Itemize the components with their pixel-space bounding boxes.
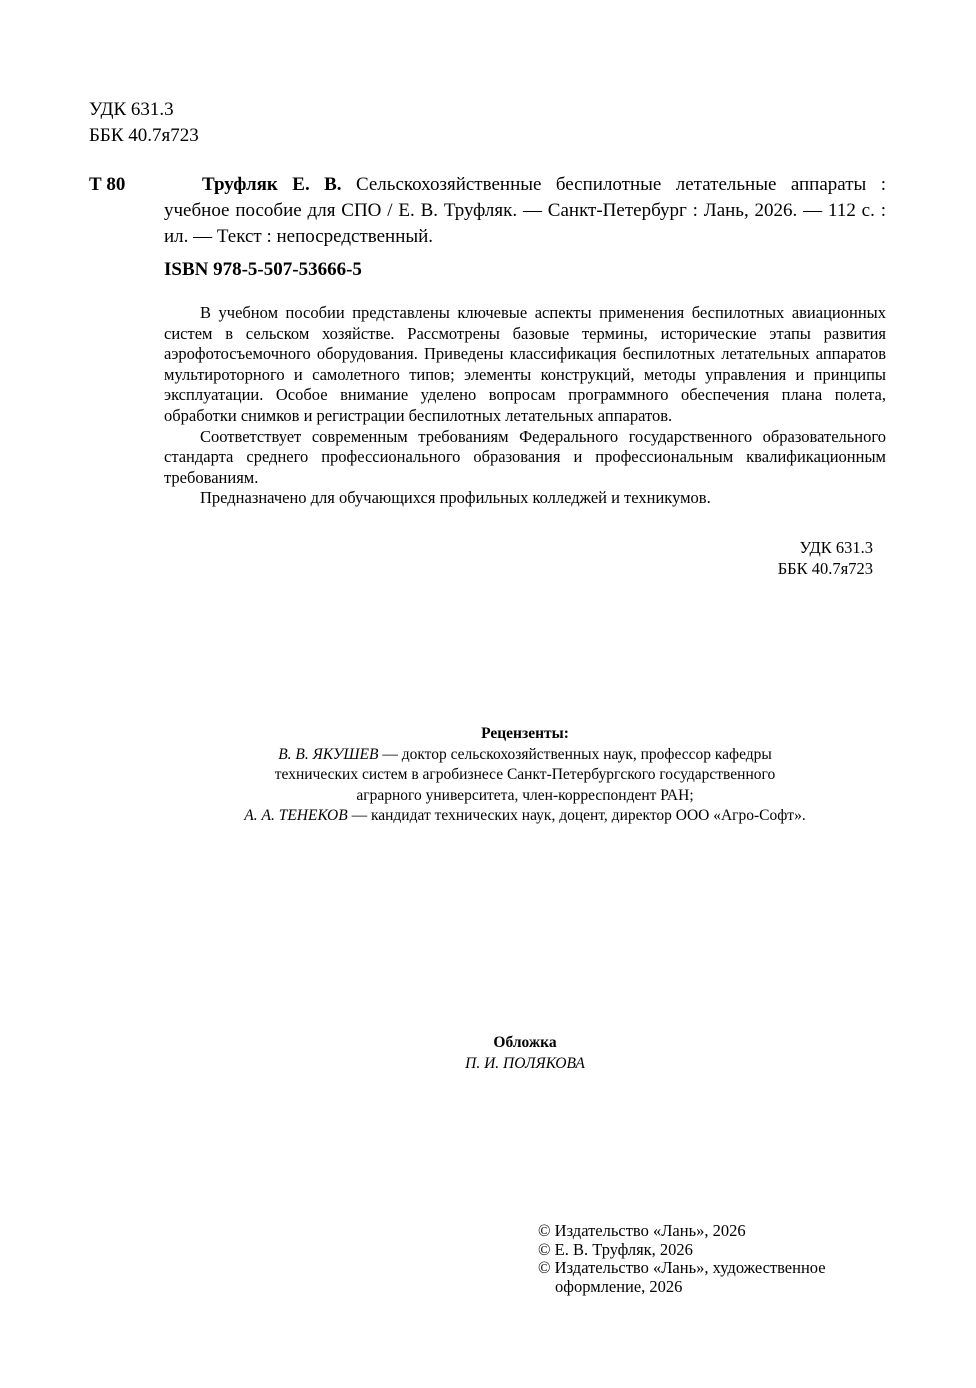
reviewer-2-desc: — кандидат технических наук, доцент, директор ООО «Агро-Софт». (347, 807, 806, 824)
annotation-paragraph: Предназначено для обучающихся профильных колледжей и техникумов. (200, 488, 711, 508)
cover-block (325, 1033, 725, 1074)
reviewer-1-desc-line3: аграрного университета, член-корреспондент РАН; (356, 786, 694, 804)
reviewers-heading: Рецензенты: (481, 725, 569, 742)
copyright-line: оформление, 2026 (555, 1276, 683, 1296)
annotation-paragraph: В учебном пособии представлены ключевые аспекты применения беспилотных авиационных систем в сельском хозяйстве. Рассмотрены базовые термины, исторические этапы развития аэрофотосъемочного оборудования. Приведены классификация беспилотных летательных аппаратов мультироторного и самолетного типов; элементы конструкций, методы управления и принципы эксплуатации. Особое внимание уделено вопросам программного обеспечения плана полета, обработки снимков и регистрации беспилотных летательных аппаратов. (164, 303, 886, 425)
catalog-entry (164, 172, 886, 250)
copyright-line: © Издательство «Лань», 2026 (538, 1221, 746, 1240)
bottom-classification (700, 537, 873, 579)
reviewer-1-desc-line2: технических систем в агробизнесе Санкт-Петербургского государственного (274, 766, 776, 783)
copyright-line: © Издательство «Лань», художественное (538, 1258, 826, 1277)
udk-code-bottom: УДК 631.3 (799, 538, 873, 557)
reviewer-2-name: А. А. ТЕНЕКОВ (244, 807, 348, 824)
udk-code: УДК 631.3 (89, 99, 174, 120)
reviewer-1-desc: — доктор сельскохозяйственных наук, профессор кафедры (378, 745, 772, 763)
annotation-paragraph: Соответствует современным требованиям Федерального государственного образовательного стандарта среднего профессионального образования и профессиональным квалификационным требованиям. (164, 426, 886, 487)
cover-heading: Обложка (493, 1034, 557, 1051)
reviewers-block (120, 724, 930, 827)
catalog-code: Т 80 (89, 174, 126, 195)
copyright-block (538, 1222, 878, 1296)
reviewer-1 (120, 745, 930, 766)
copyright-line: © Е. В. Труфляк, 2026 (538, 1239, 693, 1259)
reviewer-2 (120, 806, 930, 827)
reviewer-1-name: В. В. ЯКУШЕВ (278, 745, 379, 763)
top-classification (89, 97, 199, 149)
isbn: ISBN 978-5-507-53666-5 (164, 259, 362, 280)
catalog-author: Труфляк Е. В. (202, 174, 342, 195)
cover-designer-name: П. И. ПОЛЯКОВА (465, 1054, 585, 1072)
bbk-code: ББК 40.7я723 (89, 125, 199, 146)
annotation (164, 303, 886, 509)
bbk-code-bottom: ББК 40.7я723 (777, 559, 873, 578)
catalog-description: Сельскохозяйственные беспилотные летательные аппараты : учебное пособие для СПО / Е. В. Труфляк. — Санкт-Петербург : Лань, 2026. — 112 с. : ил. — Текст : непосредственный. (164, 174, 886, 247)
